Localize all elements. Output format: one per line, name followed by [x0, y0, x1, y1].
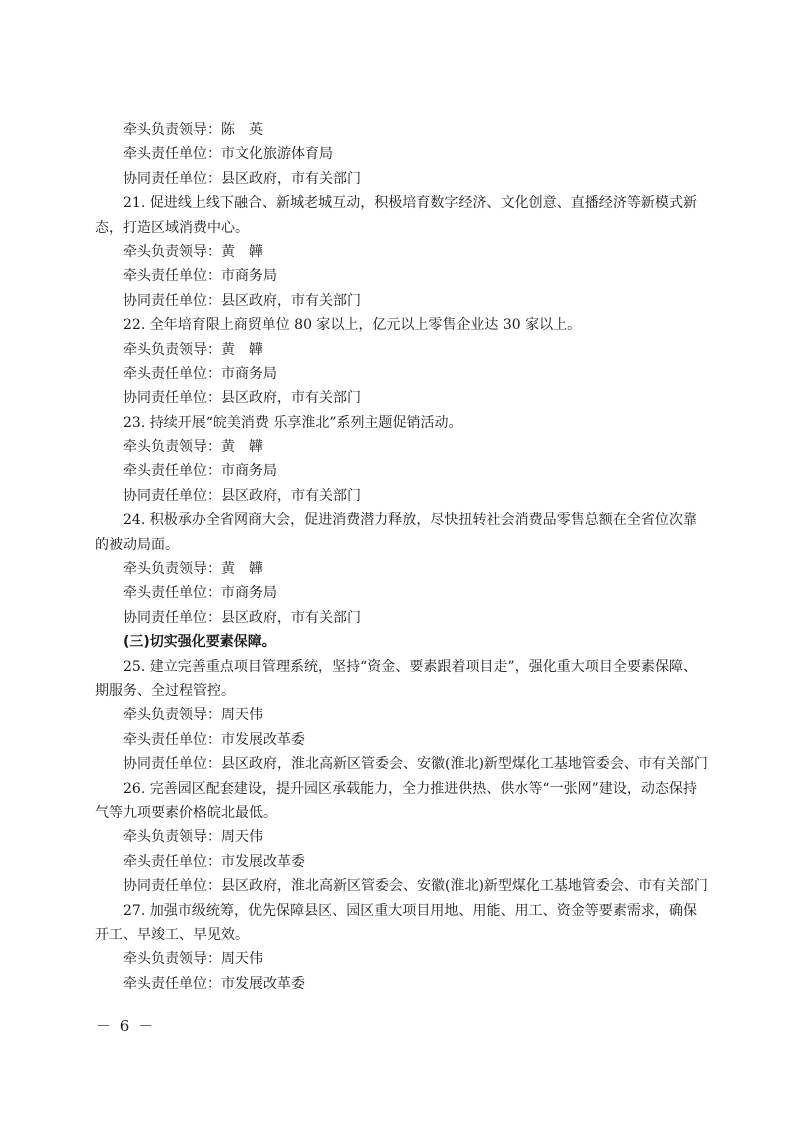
- cooperating-unit-line: 协同责任单位：县区政府，市有关部门: [123, 292, 361, 309]
- task-item-line: 22. 全年培育限上商贸单位 80 家以上，亿元以上零售企业达 30 家以上。: [123, 317, 582, 334]
- task-item-line: 23. 持续开展“皖美消费 乐享淮北”系列主题促销活动。: [123, 414, 463, 431]
- page-number: － 6 －: [96, 1017, 156, 1035]
- lead-official-line: 牵头负责领导：周天伟: [123, 951, 263, 968]
- paragraph-first-line: 26. 完善园区配套建设，提升园区承载能力，全力推进供热、供水等“一张网”建设，动态保持: [123, 780, 697, 797]
- document-body: [95, 118, 708, 996]
- paragraph-continuation-line: 态，打造区域消费中心。: [95, 219, 249, 236]
- lead-unit-line: 牵头责任单位：市发展改革委: [123, 731, 305, 748]
- paragraph-continuation-line: 气等九项要素价格皖北最低。: [95, 804, 277, 821]
- lead-unit-line: 牵头责任单位：市文化旅游体育局: [123, 146, 333, 163]
- cooperating-unit-line: 协同责任单位：县区政府，市有关部门: [123, 170, 361, 187]
- paragraph-first-line: 27. 加强市级统筹，优先保障县区、园区重大项目用地、用能、用工、资金等要素需求，确保: [123, 902, 697, 919]
- lead-unit-line: 牵头责任单位：市发展改革委: [123, 853, 305, 870]
- lead-official-line: 牵头负责领导：陈 英: [123, 122, 263, 138]
- lead-unit-line: 牵头责任单位：市商务局: [123, 585, 277, 602]
- paragraph-continuation-line: 开工、早竣工、早见效。: [95, 926, 249, 943]
- lead-official-line: 牵头负责领导：周天伟: [123, 829, 263, 846]
- paragraph-continuation-line: 期服务、全过程管控。: [95, 682, 235, 699]
- lead-unit-line: 牵头责任单位：市商务局: [123, 268, 277, 285]
- lead-official-line: 牵头负责领导：黄 韡: [123, 561, 263, 578]
- paragraph-first-line: 25. 建立完善重点项目管理系统，坚持“资金、要素跟着项目走”，强化重大项目全要素保障、: [123, 658, 697, 675]
- lead-official-line: 牵头负责领导：黄 韡: [123, 439, 263, 456]
- lead-official-line: 牵头负责领导：黄 韡: [123, 341, 263, 358]
- cooperating-unit-line: 协同责任单位：县区政府，淮北高新区管委会、安徽(淮北)新型煤化工基地管委会、市有关部门: [123, 878, 708, 895]
- lead-unit-line: 牵头责任单位：市发展改革委: [123, 975, 305, 992]
- cooperating-unit-line: 协同责任单位：县区政府，市有关部门: [123, 390, 361, 407]
- cooperating-unit-line: 协同责任单位：县区政府，市有关部门: [123, 609, 361, 626]
- paragraph-first-line: 24. 积极承办全省网商大会，促进消费潜力释放，尽快扭转社会消费品零售总额在全省位次靠: [123, 512, 697, 529]
- paragraph-first-line: 21. 促进线上线下融合、新城老城互动，积极培育数字经济、文化创意、直播经济等新模式新: [123, 195, 697, 212]
- lead-official-line: 牵头负责领导：黄 韡: [123, 243, 263, 260]
- paragraph-continuation-line: 的被动局面。: [95, 536, 179, 553]
- lead-unit-line: 牵头责任单位：市商务局: [123, 463, 277, 480]
- lead-official-line: 牵头负责领导：周天伟: [123, 707, 263, 724]
- lead-unit-line: 牵头责任单位：市商务局: [123, 365, 277, 382]
- section-heading: (三)切实强化要素保障。: [123, 634, 276, 651]
- cooperating-unit-line: 协同责任单位：县区政府，淮北高新区管委会、安徽(淮北)新型煤化工基地管委会、市有关部门: [123, 756, 708, 773]
- cooperating-unit-line: 协同责任单位：县区政府，市有关部门: [123, 487, 361, 504]
